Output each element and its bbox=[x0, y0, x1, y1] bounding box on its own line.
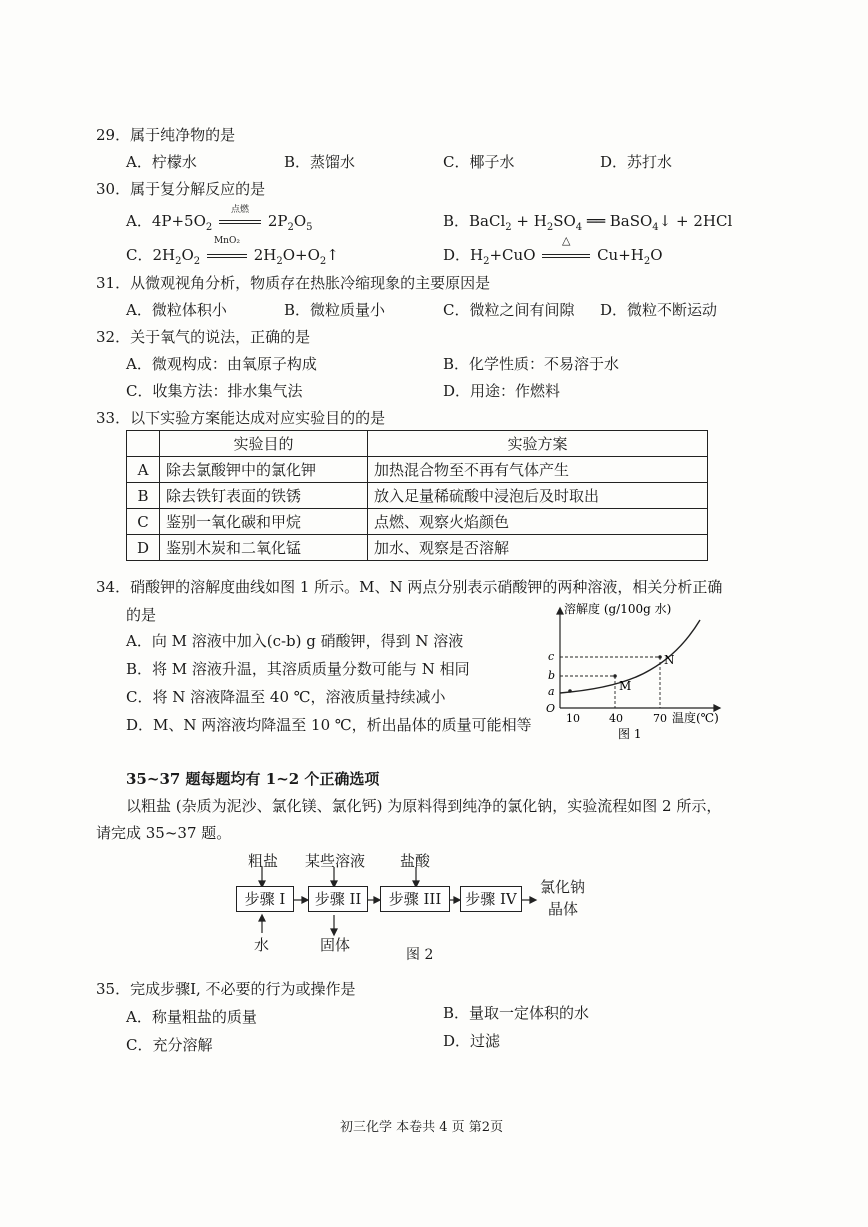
table-row[interactable] bbox=[127, 535, 708, 561]
x-axis-label: 温度(℃) bbox=[672, 711, 719, 725]
q33-table bbox=[126, 430, 708, 561]
output-water: 水 bbox=[254, 936, 270, 954]
q34-option-b[interactable]: B．将 M 溶液升温，其溶质质量分数可能与 N 相同 bbox=[126, 660, 470, 678]
section-title: 35~37 题每题均有 1~2 个正确选项 bbox=[126, 770, 380, 788]
q29-option-a[interactable]: A．柠檬水 bbox=[126, 153, 197, 171]
solubility-curve-figure bbox=[530, 598, 730, 743]
input-hydrochloric-acid: 盐酸 bbox=[400, 852, 431, 870]
figure-1-caption: 图 1 bbox=[618, 727, 642, 741]
q34-stem: 34．硝酸钾的溶解度曲线如图 1 所示。M、N 两点分别表示硝酸钾的两种溶液，相关分析正确 bbox=[96, 578, 723, 596]
row-purpose: 鉴别木炭和二氧化锰 bbox=[160, 535, 368, 561]
step-4-box: 步骤 IV bbox=[460, 886, 522, 912]
y-tick-c: c bbox=[548, 650, 555, 663]
row-plan: 加热混合物至不再有气体产生 bbox=[368, 457, 708, 483]
q32-stem: 32．关于氧气的说法，正确的是 bbox=[96, 328, 311, 346]
row-plan: 放入足量稀硫酸中浸泡后及时取出 bbox=[368, 483, 708, 509]
x-tick-10: 10 bbox=[566, 712, 580, 725]
input-crude-salt: 粗盐 bbox=[248, 852, 279, 870]
step-1-box: 步骤 I bbox=[236, 886, 294, 912]
row-key: D bbox=[127, 535, 160, 561]
q35-option-c[interactable]: C．充分溶解 bbox=[126, 1036, 213, 1054]
q34-option-d[interactable]: D．M、N 两溶液均降温至 10 ℃，析出晶体的质量可能相等 bbox=[126, 716, 532, 734]
q33-stem: 33．以下实验方案能达成对应实验目的的是 bbox=[96, 409, 386, 427]
point-n bbox=[658, 655, 662, 659]
q30-stem: 30．属于复分解反应的是 bbox=[96, 180, 266, 198]
table-header-row bbox=[127, 431, 708, 457]
section-intro: 以粗盐 (杂质为泥沙、氯化镁、氯化钙) 为原料得到纯净的氯化钠，实验流程如图 2 所示， bbox=[126, 797, 722, 815]
q30-option-b[interactable]: B．BaCl$_2$ + $H_2SO_4$ ══ BaSO$_4$↓ + 2HCl bbox=[443, 212, 733, 233]
step-2-box: 步骤 II bbox=[308, 886, 368, 912]
x-tick-70: 70 bbox=[653, 712, 667, 725]
table-row[interactable] bbox=[127, 483, 708, 509]
point-n-label: N bbox=[664, 653, 675, 667]
table-row[interactable] bbox=[127, 509, 708, 535]
q31-stem: 31．从微观视角分析，物质存在热胀冷缩现象的主要原因是 bbox=[96, 274, 491, 292]
column-header-plan: 实验方案 bbox=[368, 431, 708, 457]
q29-option-c[interactable]: C．椰子水 bbox=[443, 153, 515, 171]
q32-option-a[interactable]: A．微观构成：由氧原子构成 bbox=[126, 355, 317, 373]
figure-2-caption: 图 2 bbox=[406, 947, 434, 963]
condition-arrow: △ bbox=[540, 246, 592, 264]
q34-stem-cont: 的是 bbox=[126, 606, 157, 624]
row-purpose: 鉴别一氧化碳和甲烷 bbox=[160, 509, 368, 535]
q32-option-b[interactable]: B．化学性质：不易溶于水 bbox=[443, 355, 620, 373]
q34-option-a[interactable]: A．向 M 溶液中加入(c-b) g 硝酸钾，得到 N 溶液 bbox=[126, 632, 464, 650]
page-footer: 初三化学 本卷共 4 页 第2页 bbox=[340, 1120, 504, 1135]
q29-stem: 29．属于纯净物的是 bbox=[96, 126, 236, 144]
step-3-box: 步骤 III bbox=[380, 886, 450, 912]
input-solutions: 某些溶液 bbox=[305, 852, 366, 870]
q32-option-c[interactable]: C．收集方法：排水集气法 bbox=[126, 382, 303, 400]
product-label-2: 晶体 bbox=[548, 900, 579, 918]
q32-option-d[interactable]: D．用途：作燃料 bbox=[443, 382, 561, 400]
q30-option-a[interactable]: A．$4P+5O_2$ 点燃 $2P_2O_5$ bbox=[126, 205, 313, 233]
origin-label: O bbox=[546, 702, 556, 715]
q31-option-a[interactable]: A．微粒体积小 bbox=[126, 301, 227, 319]
row-plan: 点燃、观察火焰颜色 bbox=[368, 509, 708, 535]
y-tick-a: a bbox=[548, 685, 555, 698]
output-solid: 固体 bbox=[320, 936, 351, 954]
row-purpose: 除去氯酸钾中的氯化钾 bbox=[160, 457, 368, 483]
column-header-purpose: 实验目的 bbox=[160, 431, 368, 457]
q30-option-c[interactable]: C．$2H_2O_2$ MnO₂ $2H_2O+O_2↑$ bbox=[126, 236, 339, 267]
condition-arrow: MnO₂ bbox=[205, 246, 249, 264]
row-purpose: 除去铁钉表面的铁锈 bbox=[160, 483, 368, 509]
point-a bbox=[568, 689, 572, 693]
q31-option-d[interactable]: D．微粒不断运动 bbox=[600, 301, 718, 319]
q35-option-b[interactable]: B．量取一定体积的水 bbox=[443, 1004, 590, 1022]
condition-arrow: 点燃 bbox=[217, 212, 263, 230]
product-label-1: 氯化钠 bbox=[540, 878, 586, 896]
y-axis-label: 溶解度 (g/100g 水) bbox=[564, 602, 672, 616]
row-plan: 加水、观察是否溶解 bbox=[368, 535, 708, 561]
q35-option-d[interactable]: D．过滤 bbox=[443, 1032, 501, 1050]
q34-option-c[interactable]: C．将 N 溶液降温至 40 ℃，溶液质量持续减小 bbox=[126, 688, 446, 706]
q31-option-b[interactable]: B．微粒质量小 bbox=[284, 301, 386, 319]
q35-option-a[interactable]: A．称量粗盐的质量 bbox=[126, 1008, 257, 1026]
x-tick-40: 40 bbox=[609, 712, 623, 725]
point-m bbox=[613, 674, 617, 678]
y-tick-b: b bbox=[548, 669, 556, 682]
section-intro-cont: 请完成 35~37 题。 bbox=[96, 824, 232, 842]
q31-option-c[interactable]: C．微粒之间有间隙 bbox=[443, 301, 575, 319]
q35-stem: 35．完成步骤Ⅰ, 不必要的行为或操作是 bbox=[96, 980, 356, 998]
table-row[interactable] bbox=[127, 457, 708, 483]
table-corner-cell bbox=[127, 431, 160, 457]
q30-option-d[interactable]: D．$H_2+CuO$ △ $Cu+H_2O$ bbox=[443, 234, 663, 267]
row-key: C bbox=[127, 509, 160, 535]
point-m-label: M bbox=[619, 679, 632, 693]
y-axis-arrow bbox=[557, 608, 563, 614]
row-key: A bbox=[127, 457, 160, 483]
q29-option-b[interactable]: B．蒸馏水 bbox=[284, 153, 356, 171]
row-key: B bbox=[127, 483, 160, 509]
q29-option-d[interactable]: D．苏打水 bbox=[600, 153, 673, 171]
